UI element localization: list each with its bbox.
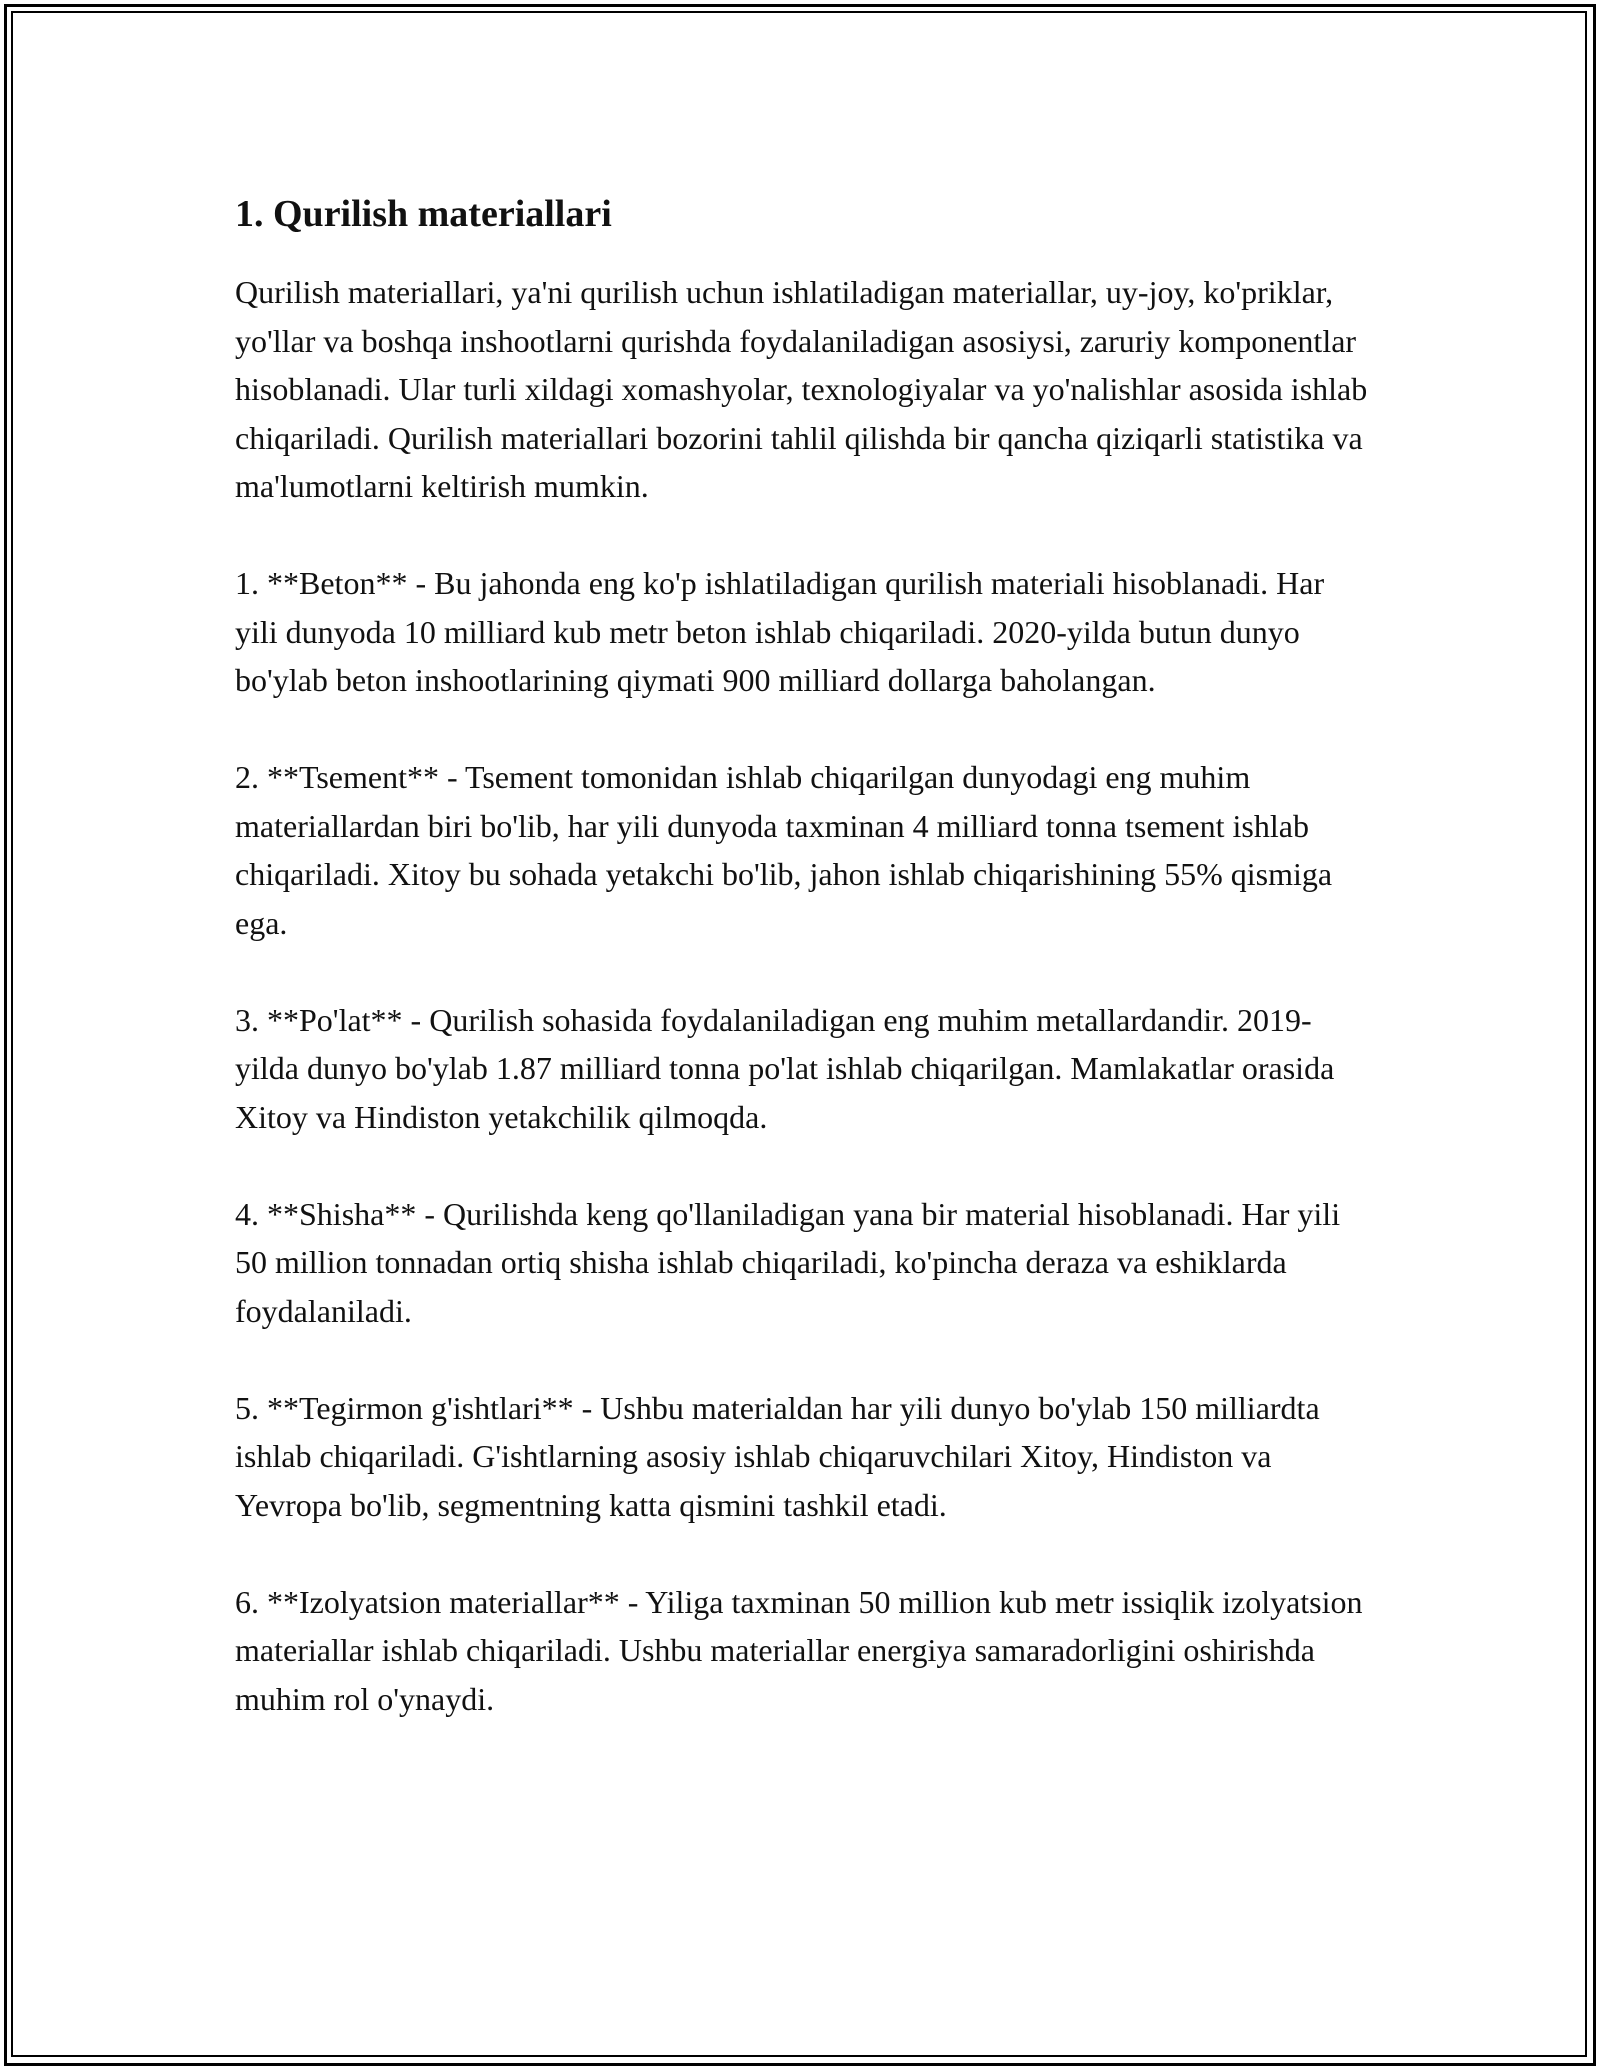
paragraph-polat: 3. **Po'lat** - Qurilish sohasida foydalaniladigan eng muhim metallardandir. 2019-yilda dunyo bo'ylab 1.87 milliard tonna po'lat ishlab chiqarilgan. Mamlakatlar orasida Xitoy va Hindiston yetakchilik qilmoqda. — [235, 1001, 1335, 1135]
document-body — [235, 188, 1370, 1772]
paragraph-izolyatsiya: 6. **Izolyatsion materiallar** - Yiliga taxminan 50 million kub metr issiqlik izolyatsion materiallar ishlab chiqariladi. Ushbu materiallar energiya samaradorligini oshirishda muhim rol o'ynaydi. — [235, 1583, 1363, 1717]
section-heading: 1. Qurilish materiallari — [235, 193, 612, 235]
paragraph-gisht: 5. **Tegirmon g'ishtlari** - Ushbu materialdan har yili dunyo bo'ylab 150 milliardta ishlab chiqariladi. G'ishtlarning asosiy ishlab chiqaruvchilari Xitoy, Hindiston va Yevropa bo'lib, segmentning katta qismini tashkil etadi. — [235, 1389, 1320, 1523]
paragraph-shisha: 4. **Shisha** - Qurilishda keng qo'llaniladigan yana bir material hisoblanadi. Har yili 50 million tonnadan ortiq shisha ishlab chiqariladi, ko'pincha deraza va eshiklarda foydalaniladi. — [235, 1195, 1341, 1329]
paragraph-beton: 1. **Beton** - Bu jahonda eng ko'p ishlatiladigan qurilish materiali hisoblanadi. Har yili dunyoda 10 milliard kub metr beton ishlab chiqariladi. 2020-yilda butun dunyo bo'ylab beton inshootlarining qiymati 900 milliard dollarga baholangan. — [235, 565, 1325, 698]
intro-paragraph: Qurilish materiallari, ya'ni qurilish uchun ishlatiladigan materiallar, uy-joy, ko'priklar, yo'llar va boshqa inshootlarni qurishda foydalaniladigan asosiysi, zaruriy komponentlar hisoblanadi. Ular turli xildagi xomashyolar, texnologiyalar va yo'nalishlar asosida ishlab chiqariladi. Qurilish materiallari bozorini tahlil qilishda bir qancha qiziqarli statistika va ma'lumotlarni keltirish mumkin. — [235, 274, 1368, 504]
paragraph-tsement: 2. **Tsement** - Tsement tomonidan ishlab chiqarilgan dunyodagi eng muhim materiallardan biri bo'lib, har yili dunyoda taxminan 4 milliard tonna tsement ishlab chiqariladi. Xitoy bu sohada yetakchi bo'lib, jahon ishlab chiqarishining 55% qismiga ega. — [235, 759, 1333, 941]
